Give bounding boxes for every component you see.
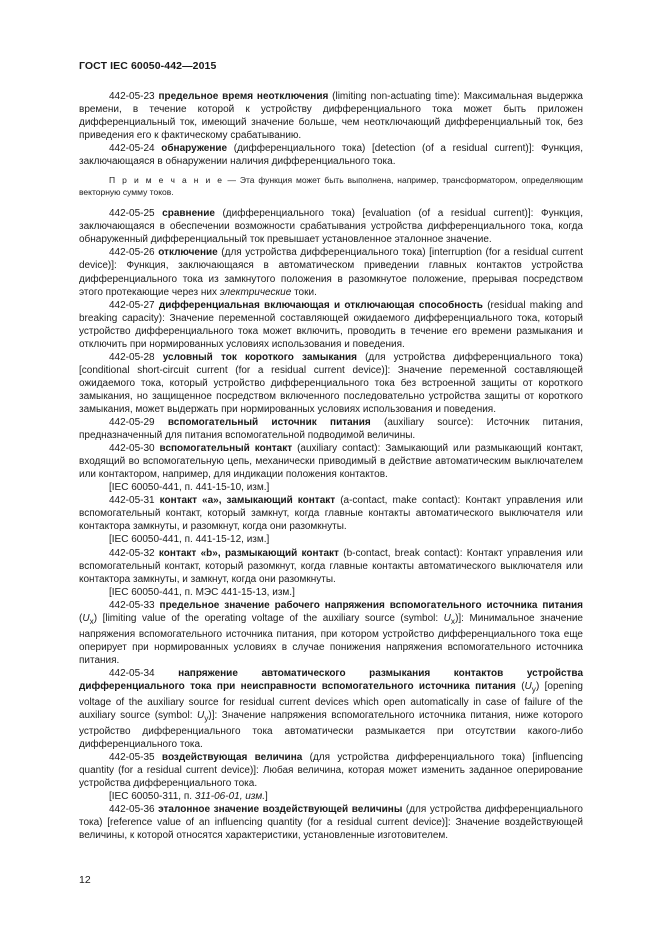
entry-definition-tail: )]: Минимальное значение напряжения вспомогательного источника питания, при котором устройство дифференциального тока еще оперирует при нормированных условиях в случае понижения напряжения вспомогательного источника питания. bbox=[79, 612, 583, 666]
entry-definition: (дифференциального тока) [evaluation (of a residual current)]: Функция, заключающаяся в обеспечении возможности срабатывания устройства дифференциального тока, когда обнаруженный дифференциальный ток превышает установленное эталонное значение. bbox=[79, 208, 583, 246]
entry-number: 442-05-35 bbox=[109, 752, 155, 764]
entry-number: 442-05-32 bbox=[109, 547, 155, 559]
entry-term: дифференциальная включающая и отключающая способность bbox=[158, 299, 483, 311]
term-entry bbox=[79, 442, 583, 481]
source-reference bbox=[79, 533, 583, 546]
term-entry bbox=[79, 351, 583, 416]
source-reference bbox=[79, 586, 583, 599]
source-reference bbox=[79, 481, 583, 494]
entry-definition: (limiting non-actuating time): Максимальная выдержка времени, в течение которой к устройству дифференциального тока может быть приложен дифференциальный ток, имеющий значение больше, чем неотключающий дифференциальный ток, без приведения его к фактическому срабатыванию. bbox=[79, 91, 583, 142]
symbol: U bbox=[196, 710, 205, 722]
entry-term: напряжение автоматического размыкания контактов устройства дифференциального тока при неисправности вспомогательного источника питания bbox=[79, 667, 583, 692]
reference-text: [IEC 60050-441, п. 441-15-12, изм.] bbox=[109, 534, 270, 546]
entry-term: воздействующая величина bbox=[161, 752, 303, 764]
entry-number: 442-05-24 bbox=[109, 143, 155, 155]
symbol-subscript: y bbox=[531, 683, 536, 694]
entry-number: 442-05-30 bbox=[109, 443, 155, 455]
entry-number: 442-05-34 bbox=[109, 667, 155, 679]
entry-definition: ) [opening voltage of the auxiliary source for residual current devices which open automatically in case of failure of the auxiliary source (symbol: bbox=[79, 680, 583, 722]
reference-close: ] bbox=[264, 791, 268, 803]
entry-definition: (b-contact, break contact): Контакт управления или вспомогательный контакт, который разомкнут, когда главные контакты автоматического выключателя или контактора замкнуты, и замкнут, когда они разомкнуты. bbox=[79, 547, 583, 585]
symbol-open: ( bbox=[515, 680, 525, 692]
entry-term: условный ток короткого замыкания bbox=[162, 351, 357, 363]
entry-term: предельное время неотключения bbox=[158, 91, 329, 102]
note bbox=[79, 175, 583, 198]
entry-number: 442-05-23 bbox=[109, 91, 155, 102]
entry-definition: (для устройства дифференциального тока) [influencing quantity (for a residual current device)]: Любая величина, которая может изменить заданное оперирование устройства дифференциального тока. bbox=[79, 752, 583, 790]
entry-term: контакт «b», размыкающий контакт bbox=[158, 547, 339, 559]
entry-definition: (auxiliary contact): Замыкающий или размыкающий контакт, входящий во вспомогательную цепь, механически приводимый в действие автоматическим выключателем или контактором, например, для индикации положения контактов. bbox=[79, 443, 583, 481]
term-entry bbox=[79, 803, 583, 842]
entry-definition: (дифференциального тока) [detection (of a residual current)]: Функция, заключающаяся в обнаружении наличия дифференциального тока. bbox=[79, 143, 583, 168]
term-entry bbox=[79, 751, 583, 790]
entry-term: вспомогательный контакт bbox=[159, 443, 293, 455]
term-entry bbox=[79, 667, 583, 751]
entry-definition: (residual making and breaking capacity): Значение переменной составляющей ожидаемого дифференциального тока, который устройство дифференциального тока может включить, проводить в течение его времени размыкания и отключить при нормированных условиях использования и поведения. bbox=[79, 299, 583, 350]
symbol: U bbox=[443, 612, 451, 624]
entry-definition: ) [limiting value of the operating voltage of the auxiliary source (symbol: bbox=[93, 612, 444, 624]
term-entry bbox=[79, 599, 583, 667]
term-entry bbox=[79, 416, 583, 442]
entry-term: эталонное значение воздействующей величины bbox=[158, 804, 403, 816]
symbol-open: ( bbox=[79, 612, 83, 624]
entry-term: обнаружение bbox=[161, 143, 228, 155]
reference-text: [IEC 60050-311, п. bbox=[109, 791, 195, 803]
entry-number: 442-05-36 bbox=[109, 804, 155, 816]
reference-italic: 311-06-01, изм. bbox=[194, 791, 265, 803]
entry-number: 442-05-29 bbox=[109, 417, 155, 429]
entry-definition-tail: токи. bbox=[291, 286, 317, 298]
entry-italic-word: электрические bbox=[219, 286, 292, 298]
source-reference bbox=[79, 790, 583, 803]
entry-definition-tail: )]: Значение напряжения вспомогательного источника питания, ниже которого устройство дифференциального тока автоматически размыкается при отсутствии какого-либо дифференциального тока. bbox=[79, 710, 583, 751]
entry-number: 442-05-26 bbox=[109, 247, 155, 259]
entry-definition: (auxiliary source): Источник питания, предназначенный для питания вспомогательной подводимой величины. bbox=[79, 417, 583, 442]
note-text: — Эта функция может быть выполнена, например, трансформатором, определяющим векторную сумму токов. bbox=[79, 175, 583, 197]
symbol-subscript: y bbox=[204, 713, 209, 724]
term-entry bbox=[79, 142, 583, 168]
note-label: П р и м е ч а н и е bbox=[109, 175, 224, 186]
term-entry bbox=[79, 547, 583, 586]
term-entry bbox=[79, 246, 583, 298]
entry-term: предельное значение рабочего напряжения вспомогательного источника питания bbox=[159, 599, 583, 611]
entry-term: сравнение bbox=[162, 208, 215, 220]
entry-definition: (для устройства дифференциального тока) [conditional short-circuit current (for a residual current device)]: Значение переменной составляющей ожидаемого тока, который устройство дифференциального тока без встроенной защиты от короткого замыкания, но защищенное посредством включенного последовательно устройства защиты от короткого замыкания, может выдержать при нормированных условиях использования и поведения. bbox=[79, 351, 583, 415]
entry-term: вспомогательный источник питания bbox=[167, 417, 371, 429]
entry-number: 442-05-28 bbox=[109, 351, 155, 363]
term-entry bbox=[79, 207, 583, 246]
entry-definition: (a-contact, make contact): Контакт управления или вспомогательный контакт, который замкнут, когда главные контакты автоматического выключателя или контактора замкнуты, и разомкнут, когда они разомкнуты. bbox=[79, 495, 583, 533]
reference-text: [IEC 60050-441, п. МЭС 441-15-13, изм.] bbox=[109, 586, 295, 598]
symbol: U bbox=[82, 612, 90, 624]
document-header: ГОСТ IEC 60050-442—2015 bbox=[79, 60, 217, 72]
entry-definition: (для устройства дифференциального тока) [interruption (for a residual current device)]: Функция, заключающаяся в автоматическом приведении главных контактов устройства дифференциального тока из замкнутого положения в разомкнутое положение, прерывая посредством этого протекающие через них bbox=[79, 247, 584, 298]
term-entry bbox=[79, 299, 583, 351]
symbol-subscript: x bbox=[450, 615, 456, 626]
term-entry bbox=[79, 90, 583, 142]
document-body bbox=[79, 90, 583, 843]
entry-term: контакт «а», замыкающий контакт bbox=[159, 495, 336, 507]
entry-term: отключение bbox=[158, 247, 218, 259]
entry-definition: (для устройства дифференциального тока) [reference value of an influencing quantity (for a residual current device)]: Значение воздействующей величины, к которой относятся характеристики, установленные изготовителем. bbox=[79, 804, 583, 842]
entry-number: 442-05-27 bbox=[109, 299, 155, 311]
symbol: U bbox=[524, 680, 532, 692]
reference-text: [IEC 60050-441, п. 441-15-10, изм.] bbox=[109, 482, 270, 494]
entry-number: 442-05-33 bbox=[109, 599, 155, 611]
symbol-subscript: x bbox=[89, 615, 94, 626]
term-entry bbox=[79, 494, 583, 533]
page-number: 12 bbox=[79, 874, 91, 886]
entry-number: 442-05-31 bbox=[109, 495, 155, 507]
entry-number: 442-05-25 bbox=[109, 208, 155, 220]
